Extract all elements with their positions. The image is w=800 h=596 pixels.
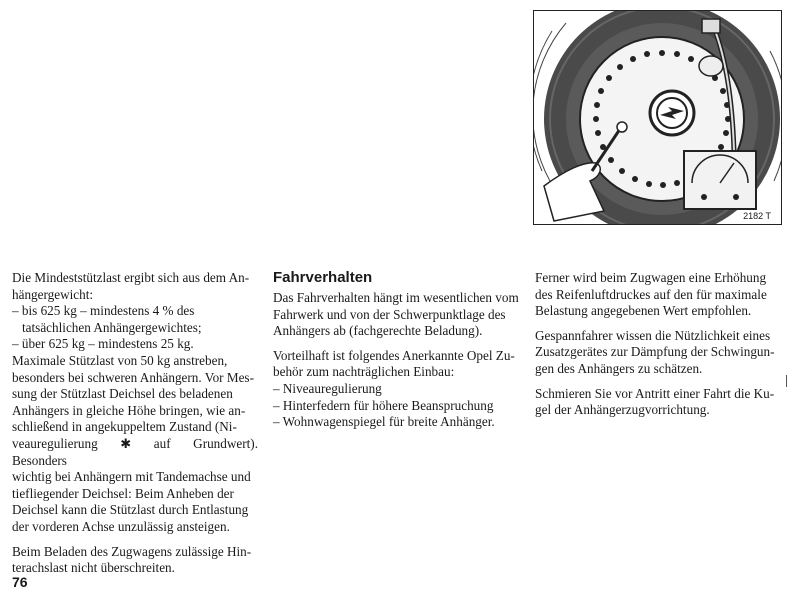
- margin-mark: [786, 375, 787, 387]
- wheel-illustration: [533, 10, 782, 225]
- middle-paragraph-1: Das Fahrverhalten hängt im wesentlichen vom Fahrwerk und von der Schwerpunktlage des Anhängers ab (fachgerechte Beladung).: [273, 290, 519, 339]
- section-heading: Fahrverhalten: [273, 269, 373, 286]
- wheel-balancing-illustration-icon: [534, 11, 781, 224]
- list-item: – Hinterfedern für höhere Beanspruchung: [273, 397, 494, 413]
- left-paragraph-2: Beim Beladen des Zugwagens zulässige Hin- terachslast nicht überschreiten.: [12, 543, 252, 576]
- left-column: [12, 270, 258, 577]
- middle-paragraph-2: Vorteilhaft ist folgendes Anerkannte Opel Zu- behör zum nachträglichen Einbau:: [273, 347, 515, 380]
- right-paragraph-2: Gespannfahrer wissen die Nützlichkeit eines Zusatzgerätes zur Dämpfung der Schwingun- gen des Anhängers zu schätzen.: [535, 327, 775, 376]
- list-item: – Niveauregulierung: [273, 380, 382, 396]
- accessory-list: [273, 381, 519, 431]
- page-number: 76: [12, 574, 28, 590]
- figure-label: 2182 T: [743, 211, 771, 221]
- middle-column: [273, 268, 519, 431]
- right-paragraph-1: Ferner wird beim Zugwagen eine Erhöhung des Reifenluftdruckes auf den für maximale Belastung angegebenen Wert empfohlen.: [535, 270, 767, 319]
- right-column: [535, 270, 781, 419]
- list-item: – Wohnwagenspiegel für breite Anhänger.: [273, 414, 495, 430]
- left-paragraph-1: Die Mindeststützlast ergibt sich aus dem An- hängergewicht: – bis 625 kg – mindestens 4 % des tatsächlichen Anhängergewichtes; – über 625 kg – mindestens 25 kg. Maximale Stützlast von 50 kg anstreben, besonders bei schweren Anhängern. Vor Mes- sung der Stützlast Deichsel des beladenen Anhängers in gleiche Höhe bringen, wie an- schließend in angekuppeltem Zustand (Ni- veauregulierung ✱ auf Grundwert). Besonders wichtig bei Anhängern mit Tandemachse und tiefliegender Deichsel: Beim Anheben der Deichsel kann die Stützlast durch Entlastung der vorderen Achse unzulässig ansteigen.: [12, 270, 258, 534]
- right-paragraph-3: Schmieren Sie vor Antritt einer Fahrt die Ku- gel der Anhängerzugvorrichtung.: [535, 385, 775, 418]
